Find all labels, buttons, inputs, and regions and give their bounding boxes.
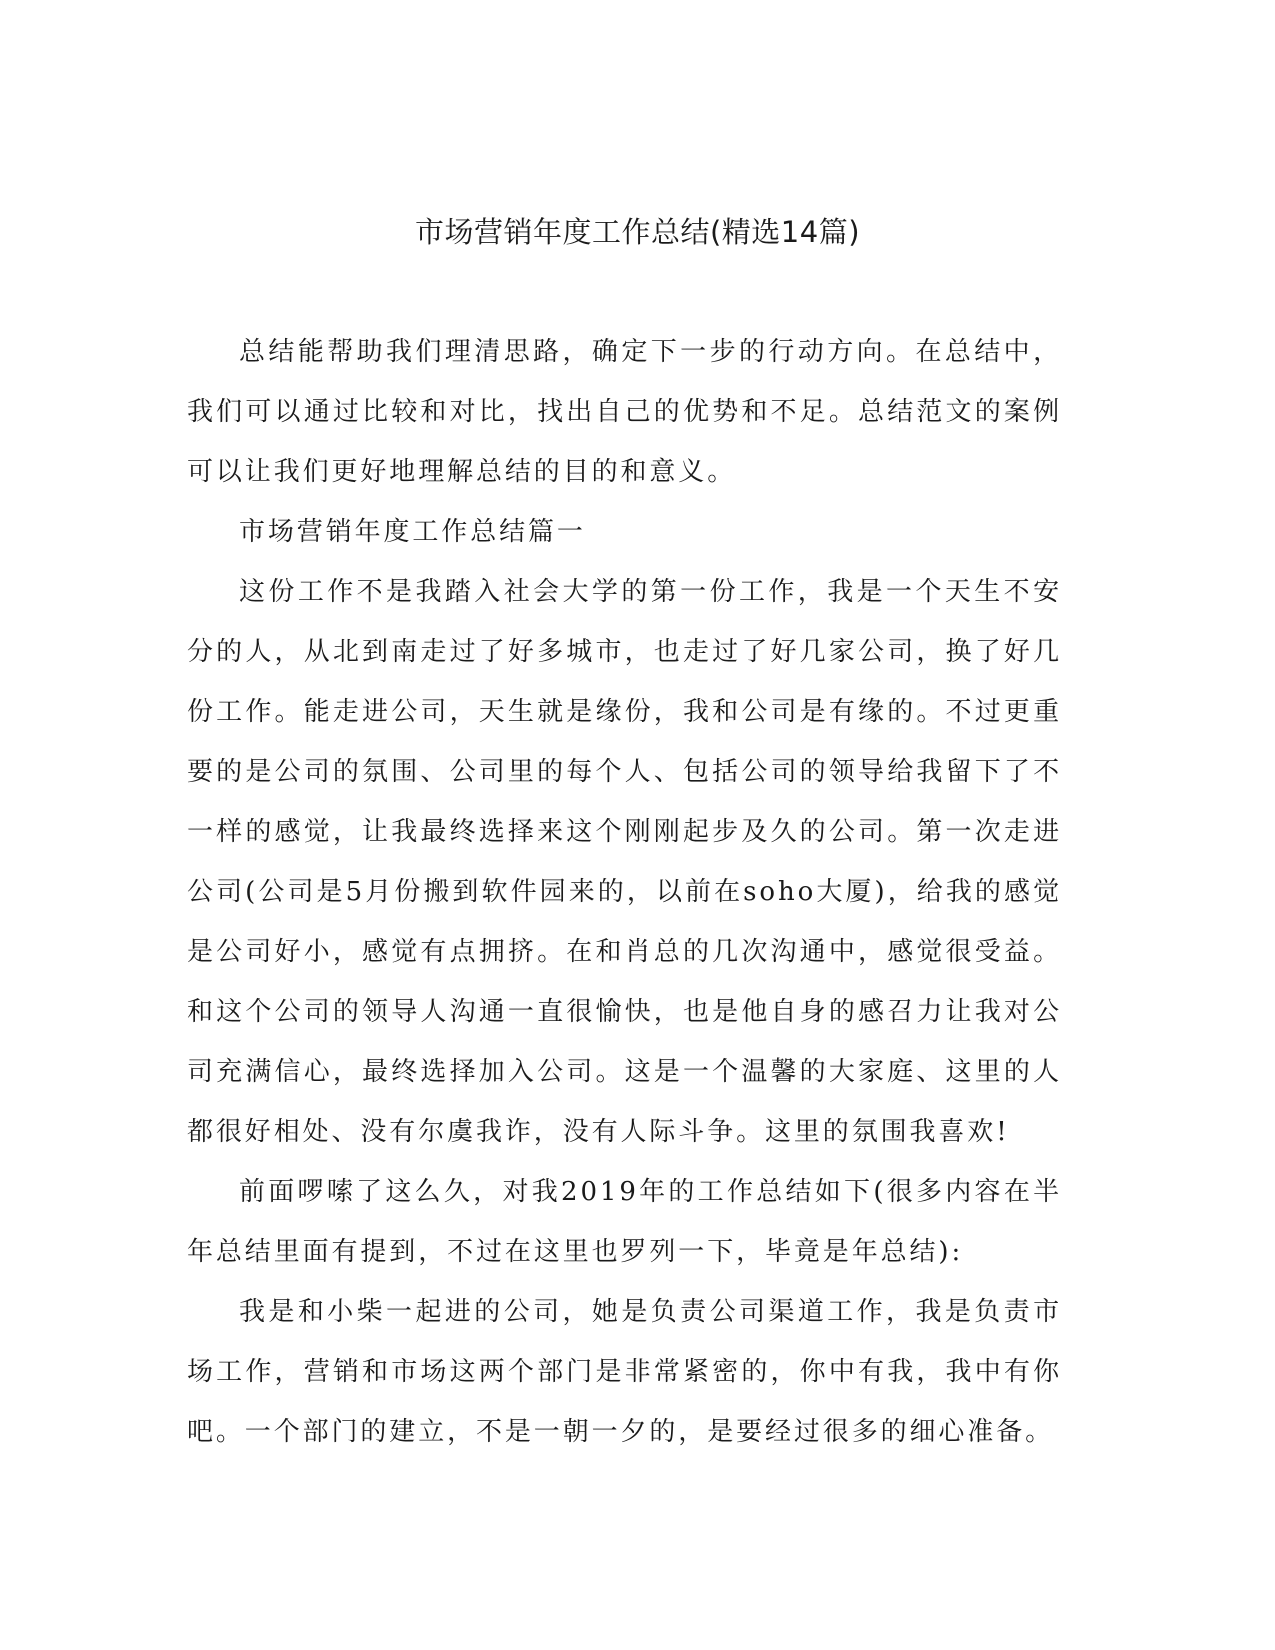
section-heading: 市场营销年度工作总结篇一 [239, 517, 586, 547]
document-title: 市场营销年度工作总结(精选14篇) [414, 215, 861, 249]
document-body [187, 322, 1062, 1462]
paragraph-body: 前面啰嗦了这么久，对我2019年的工作总结如下(很多内容在半年总结里面有提到，不过在这里也罗列一下，毕竟是年总结): [187, 1177, 1062, 1267]
paragraph-body: 这份工作不是我踏入社会大学的第一份工作，我是一个天生不安分的人，从北到南走过了好多城市，也走过了好几家公司，换了好几份工作。能走进公司，天生就是缘份，我和公司是有缘的。不过更重要的是公司的氛围、公司里的每个人、包括公司的领导给我留下了不一样的感觉，让我最终选择来这个刚刚起步及久的公司。第一次走进公司(公司是5月份搬到软件园来的，以前在soho大厦)，给我的感觉是公司好小，感觉有点拥挤。在和肖总的几次沟通中，感觉很受益。和这个公司的领导人沟通一直很愉快，也是他自身的感召力让我对公司充满信心，最终选择加入公司。这是一个温馨的大家庭、这里的人都很好相处、没有尔虞我诈，没有人际斗争。这里的氛围我喜欢! [187, 577, 1062, 1147]
paragraph-body: 我是和小柴一起进的公司，她是负责公司渠道工作，我是负责市场工作，营销和市场这两个部门是非常紧密的，你中有我，我中有你吧。一个部门的建立，不是一朝一夕的，是要经过很多的细心准备。 [187, 1297, 1062, 1447]
paragraph-intro: 总结能帮助我们理清思路，确定下一步的行动方向。在总结中，我们可以通过比较和对比，找出自己的优势和不足。总结范文的案例可以让我们更好地理解总结的目的和意义。 [187, 337, 1062, 487]
